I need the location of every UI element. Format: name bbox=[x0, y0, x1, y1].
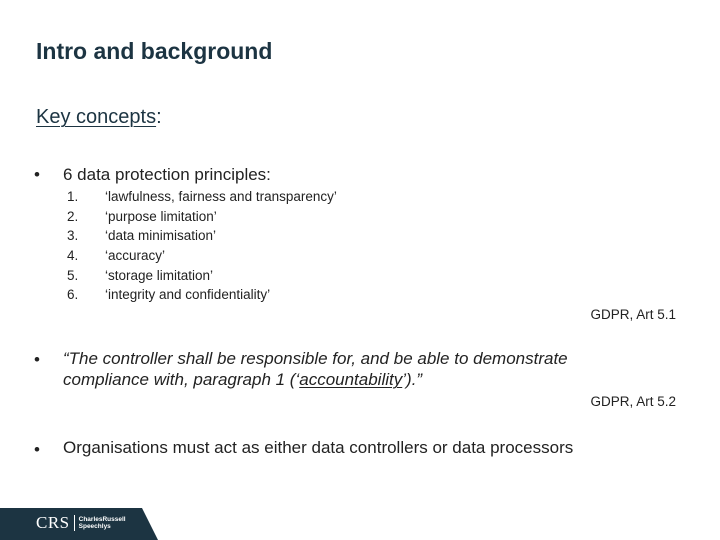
principle-number: 4. bbox=[67, 248, 79, 264]
quote-line-2 bbox=[63, 369, 568, 390]
bullet-marker: • bbox=[34, 165, 40, 184]
citation-art-5-2: GDPR, Art 5.2 bbox=[590, 394, 676, 409]
quote-line-2-suffix: ’).” bbox=[402, 370, 423, 389]
key-concepts-heading bbox=[36, 106, 162, 129]
principle-text: ‘accuracy’ bbox=[105, 248, 166, 264]
logo-line-1: CharlesRussell bbox=[78, 515, 126, 523]
principle-text: ‘purpose limitation’ bbox=[105, 208, 217, 224]
principle-text: ‘lawfulness, fairness and transparency’ bbox=[105, 189, 337, 204]
principle-number: 5. bbox=[67, 267, 79, 283]
principle-number: 3. bbox=[67, 228, 79, 244]
principle-text: ‘data minimisation’ bbox=[105, 228, 217, 244]
slide-title: Intro and background bbox=[36, 38, 273, 64]
quote-line-2-prefix: compliance with, paragraph 1 (‘ bbox=[63, 370, 300, 389]
logo-line-2: Speechlys bbox=[78, 523, 111, 530]
principle-number: 1. bbox=[67, 189, 79, 204]
key-concepts-label: Key concepts bbox=[36, 106, 157, 128]
organisations-statement: Organisations must act as either data controllers or data processors bbox=[63, 438, 574, 457]
bullet-marker: • bbox=[34, 350, 40, 369]
principle-number: 2. bbox=[67, 208, 79, 224]
logo-wordmark bbox=[79, 516, 126, 531]
logo-mark: CRS bbox=[36, 513, 70, 532]
accountability-term: accountability bbox=[299, 370, 403, 389]
quote-line-1: “The controller shall be responsible for, and be able to demonstrate bbox=[63, 349, 568, 368]
principles-heading: 6 data protection principles: bbox=[63, 165, 271, 184]
accountability-quote bbox=[63, 348, 568, 390]
principle-text: ‘storage limitation’ bbox=[105, 267, 214, 283]
bullet-marker: • bbox=[34, 440, 40, 459]
logo-divider bbox=[74, 515, 75, 531]
principle-text: ‘integrity and confidentiality’ bbox=[105, 287, 271, 303]
citation-art-5-1: GDPR, Art 5.1 bbox=[590, 307, 676, 322]
principle-number: 6. bbox=[67, 287, 79, 303]
key-concepts-colon: : bbox=[156, 106, 162, 128]
charles-russell-speechlys-logo bbox=[36, 512, 126, 534]
